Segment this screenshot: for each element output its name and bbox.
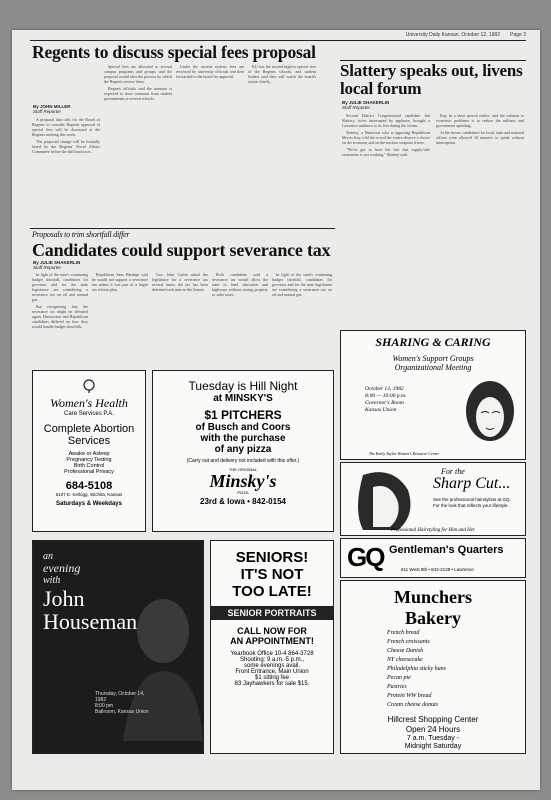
menu-item: French bread xyxy=(387,630,420,636)
candidates-column-1 xyxy=(32,272,88,366)
sharp-cut-body: See the professional hairstylists at GQ. For the look that reflects your lifestyle. xyxy=(433,497,511,508)
seniors-headline2: IT'S NOT xyxy=(240,566,304,583)
houseman-line2: evening xyxy=(43,561,81,575)
menu-item: Philadelphia sticky buns xyxy=(387,666,446,672)
candidates-rule xyxy=(30,228,335,229)
sharing-sub2: Organizational Meeting xyxy=(394,363,472,372)
service-item: Pregnancy Testing xyxy=(66,457,112,463)
munchers-menu xyxy=(387,629,446,710)
paragraph: Second District Congressional candidate Jim Slattery, twice interrupted by applause, brought a Lawrence audience to its feet during the forum. xyxy=(342,113,430,128)
page-number: Page 3 xyxy=(510,32,526,38)
munchers-hours3: Midnight Saturday xyxy=(404,743,462,750)
minskys-contact: 23rd & Iowa • 842-0154 xyxy=(200,497,286,506)
paragraph: Gov. John Carlin asked the legislature for a severance tax several times; the tax has been defeated each time in the Senate. xyxy=(152,272,208,292)
womens-health-phone: 684-5108 xyxy=(65,480,113,492)
sharp-cut-title: Sharp Cut... xyxy=(433,475,511,492)
sharp-cut-for: For the xyxy=(441,467,465,476)
paragraph: KU has the second highest special fees of the Regents schools, and student leaders said they will watch the board's action closely. xyxy=(248,64,316,84)
service-item: Professional Privacy xyxy=(64,469,114,475)
minskys-tagline: THE ORIGINAL xyxy=(228,467,258,472)
ad-womens-health xyxy=(32,370,146,532)
seniors-headline1: SENIORS! xyxy=(235,549,309,566)
ad-gq xyxy=(340,538,526,578)
munchers-hours2: 7 a.m. Tuesday - xyxy=(406,735,460,742)
sharing-title: SHARING & CARING xyxy=(375,335,491,349)
munchers-hours1: Open 24 Hours xyxy=(405,725,461,734)
womens-health-subtitle: Care Services P.A. xyxy=(64,411,114,417)
minskys-top: Tuesday is Hill Night xyxy=(188,379,298,393)
byline-candidates xyxy=(33,260,80,270)
minskys-deal4: of any pizza xyxy=(214,444,272,455)
header-rule xyxy=(30,40,526,41)
womens-health-headline: Complete Abortion Services xyxy=(43,423,135,447)
paragraph: Special fees are allocated to several campus programs and groups, and the proposal would alter the process by which the Regents review them. xyxy=(104,64,172,84)
regents-column-4 xyxy=(248,64,316,225)
sharing-time: 8:00 — 10:00 p.m. xyxy=(365,393,407,399)
byline-regents xyxy=(33,104,71,114)
ad-munchers xyxy=(340,580,526,754)
paragraph: But recognizing that the severance tax might be defeated again, Democratic and Republican candidates differed on how they would handle budget shortfalls. xyxy=(32,304,88,329)
seniors-line: Front Entrance, Main Union xyxy=(235,669,309,675)
sharp-cut-note: Professional Hairstyling for Him and Her xyxy=(391,528,475,533)
gq-logo: GQ xyxy=(347,542,384,572)
byline-role: Staff Reporter xyxy=(33,265,62,270)
houseman-line3: with xyxy=(43,575,61,586)
menu-item: French croissants xyxy=(387,639,430,645)
womens-health-hours: Saturdays & Weekdays xyxy=(56,501,122,507)
seniors-cta2: AN APPOINTMENT! xyxy=(230,636,314,646)
sharing-place: Governor's Room xyxy=(365,400,404,406)
woman-face-illustration xyxy=(459,373,521,453)
munchers-center: Hillcrest Shopping Center xyxy=(387,715,479,724)
byline-name: By JULIE SHAKERLIN xyxy=(342,100,390,105)
houseman-line1: an xyxy=(43,551,53,562)
menu-item: Cream cheese donuts xyxy=(387,702,439,708)
sharing-sub1: Women's Support Groups xyxy=(392,354,474,363)
minskys-phone: 842-0154 xyxy=(252,497,286,506)
byline-name: By JULIE SHAKERLIN xyxy=(33,260,81,265)
ad-minskys xyxy=(152,370,334,532)
minskys-note: (Carry out and delivery not included with this offer.) xyxy=(186,458,300,464)
ad-sharing-caring xyxy=(340,330,526,460)
womens-health-address: 5107 E. Kellogg, Wichita, Kansas xyxy=(55,492,123,497)
sharing-place2: Kansas Union xyxy=(365,407,397,413)
paragraph: In light of the state's continuing budget shortfall, candidates for governor and for the state legislature are considering a severance tax on oil and natural gas. xyxy=(272,272,332,297)
paragraph: Slattery, a Democrat who is opposing Republican Morris Kay, told the crowd the voters deserve a choice on the economy and on the nuclear weapons freeze. xyxy=(342,130,430,145)
paragraph: Republican Sam Hardage said he would not support a severance tax unless it was part of a larger tax reform plan. xyxy=(92,272,148,292)
houseman-date: Thursday, October 14, 1982 xyxy=(95,691,145,703)
headline-slattery xyxy=(340,62,526,98)
houseman-name2: Houseman xyxy=(43,609,138,634)
houseman-time: 8:00 pm xyxy=(95,703,114,709)
byline-slattery xyxy=(342,100,389,110)
candidates-column-4 xyxy=(212,272,268,366)
sharing-sponsor: The Emily Taylor Women's Resource Center xyxy=(368,451,440,456)
seniors-cta1: CALL NOW FOR xyxy=(237,626,307,636)
ad-seniors xyxy=(210,540,334,754)
paragraph: Regents officials said the measure is expected to draw comment from student governments at several schools. xyxy=(104,86,172,101)
minskys-deal: $1 PITCHERS xyxy=(204,408,282,422)
menu-item: NY cheesecake xyxy=(387,657,423,663)
venus-icon xyxy=(79,379,99,393)
houseman-name1: John xyxy=(43,586,85,611)
menu-item: Cheese Danish xyxy=(387,648,424,654)
gq-address: 611 West 9th • 843-2138 • Lawrence xyxy=(401,567,474,572)
menu-item: Pastries xyxy=(387,684,407,690)
regents-column-2 xyxy=(104,64,172,225)
seniors-line: 83 Jayhawkers for sale $15. xyxy=(234,681,310,687)
menu-item: Protein WW bread xyxy=(387,693,432,699)
paragraph: At the forum, candidates for local, state and national offices were allowed 10 minutes to speak without interruption. xyxy=(436,130,524,145)
ad-sharp-cut xyxy=(340,462,526,536)
seniors-line: Yearbook Office 10-4 864-3728 xyxy=(230,651,314,657)
munchers-title1: Munchers xyxy=(394,587,472,607)
paragraph: "We've got to have the fact that supply-side economics is not working," Slattery said. xyxy=(342,147,430,157)
seniors-headline3: TOO LATE! xyxy=(232,583,312,600)
seniors-line: $1 sitting fee xyxy=(254,675,290,681)
houseman-details xyxy=(95,691,155,715)
candidates-column-3 xyxy=(152,272,208,366)
seniors-line: Shooting: 9 a.m.-5 p.m., xyxy=(239,657,305,663)
paper-name: University Daily Kansan, October 12, 1982 xyxy=(405,32,500,38)
paragraph: Under the current system, fees are reviewed by university officials and then forwarded to the board for approval. xyxy=(176,64,244,79)
regents-column-1 xyxy=(32,117,100,225)
service-item: Awake or Asleep xyxy=(68,451,110,457)
headline-regents: Regents to discuss special fees proposal xyxy=(32,42,316,62)
service-item: Birth Control xyxy=(73,463,105,469)
munchers-title2: Bakery xyxy=(405,608,461,628)
paragraph: A proposal that calls for the Board of Regents to consider Regents approval of special fees will be discussed at the Regents meeting this week. xyxy=(32,117,100,137)
minskys-deal2: of Busch and Coors xyxy=(195,422,291,433)
slattery-column-2 xyxy=(436,113,524,326)
paragraph: Both candidates said a severance tax would allow the state to fund education and highways without raising property or sales taxes. xyxy=(212,272,268,297)
houseman-portrait xyxy=(113,581,203,741)
minskys-at: at MINSKY'S xyxy=(213,393,273,404)
byline-role: Staff Reporter xyxy=(342,105,371,110)
headline-slattery-text: Slattery speaks out, livens local forum xyxy=(340,61,523,98)
regents-column-3 xyxy=(176,64,244,225)
kicker-candidates: Proposals to trim shortfall differ xyxy=(32,230,130,239)
candidates-column-5 xyxy=(272,272,332,366)
minskys-brand-sub: PIZZA xyxy=(237,490,249,495)
byline-role: Staff Reporter xyxy=(33,109,62,114)
womens-health-title: Women's Health xyxy=(50,396,128,410)
candidates-column-2 xyxy=(92,272,148,366)
seniors-bar: SENIOR PORTRAITS xyxy=(211,606,333,620)
paragraph: Kay, in a short speech earlier, said the solution to economic problems is to reduce the military and government spending. xyxy=(436,113,524,128)
menu-item: Pecan pie xyxy=(387,675,411,681)
ad-houseman xyxy=(32,540,204,754)
man-profile-illustration xyxy=(343,465,423,535)
sharing-details xyxy=(365,386,406,414)
seniors-line: some evenings avail. xyxy=(243,663,301,669)
paragraph: The proposed change will be formally heard by the Regents' Fiscal Affairs Committee before the full board acts. xyxy=(32,139,100,154)
minskys-deal3: with the purchase xyxy=(200,433,286,444)
gq-name: Gentleman's Quarters xyxy=(389,544,504,556)
minskys-address: 23rd & Iowa xyxy=(200,497,245,506)
houseman-place: Ballroom, Kansas Union xyxy=(95,709,149,715)
sharing-date: October 13, 1982 xyxy=(365,386,404,392)
byline-name: By JOHN MILLER xyxy=(33,104,71,109)
headline-candidates: Candidates could support severance tax xyxy=(32,240,331,260)
slattery-column-1 xyxy=(342,113,430,326)
paragraph: In light of the state's continuing budget shortfall, candidates for governor and for the state legislature are considering a severance tax on oil and natural gas. xyxy=(32,272,88,302)
minskys-logo: Minsky's xyxy=(209,471,277,491)
